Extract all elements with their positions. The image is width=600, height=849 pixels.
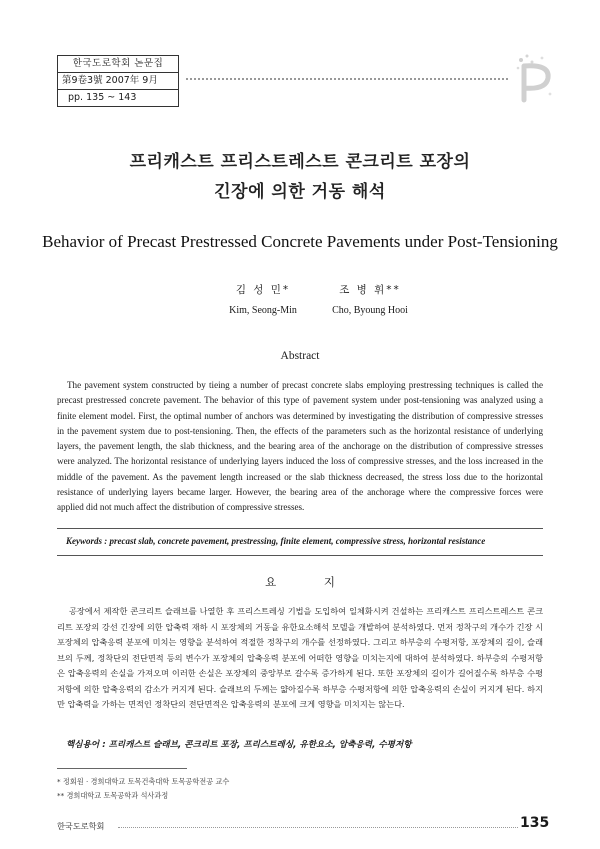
english-title: Behavior of Precast Prestressed Concrete Pavements under Post-Tensioning — [42, 232, 558, 251]
journal-info-box — [57, 55, 179, 107]
footnote-rule — [57, 768, 187, 769]
keywords-top-rule — [57, 528, 543, 529]
author-1-english-name: Kim, Seong-Min — [229, 305, 297, 316]
author-2-korean-name: 조 병 휘** — [339, 284, 401, 296]
korean-summary-body: 공장에서 제작한 콘크리트 슬래브를 나열한 후 프리스트레싱 기법을 도입하여 일체화시켜 건설하는 프리캐스트 프리스트레스트 콘크리트 포장의 강선 긴장에 의한 압축력 재하 시 포장체의 거동을 유한요소해석 모델을 개발하여 분석하였다. 먼저 정착구의 개수가 긴장 시 포장체의 압축응력 분포에 미치는 영향을 분석하여 적절한 정착구의 개수를 선정하였다. 그리고 하부층의 수평저항, 포장체의 길이, 슬래브의 두께, 정착단의 전단면적 등의 변수가 포장체의 압축응력 분포에 어떠한 영향을 미치는지에 대하여 분석하였다. 하부층의 수평저항은 압축응력의 손실을 가져오며 이러한 손실은 포장체의 중앙부로 갈수록 증가하게 된다. 또한 포장체의 길이가 길어질수록 하부층 수평저항에 의한 압축응력의 감소가 커지게 된다. 슬래브의 두께는 얇아질수록 하부층 수평저항에 의한 압축응력의 손실이 커지게 된다. 하지만 압축력을 가하는 면적인 정착단의 전단면적은 압축응력의 분포에 크게 영향을 미치지는 않는다. — [57, 606, 543, 709]
author-1-korean-name: 김 성 민* — [235, 284, 291, 296]
keywords-bottom-rule — [57, 555, 543, 556]
author-1 — [203, 282, 323, 316]
journal-logo-icon — [512, 50, 556, 106]
footer-society-name: 한국도로학회 — [57, 821, 105, 831]
korean-title-line-2: 긴장에 의한 거동 해석 — [214, 182, 386, 202]
author-2 — [310, 282, 430, 316]
page-range: pp. 135 ~ 143 — [68, 92, 137, 103]
korean-title-line-1: 프리캐스트 프리스트레스트 콘크리트 포장의 — [129, 152, 471, 172]
volume-issue: 第9卷3號 2007年 9月 — [58, 73, 178, 90]
footnote-2: ** 경희대학교 토목공학과 석사과정 — [57, 791, 169, 800]
footer-dotted-line — [118, 827, 518, 828]
abstract-body: The pavement system constructed by tieing a number of precast concrete slabs employing prestressing techniques is called the precast prestressed concrete pavement. The behavior of this type of pavement system under post-tensioning was analyzed using a finite element model. First, the optimal number of anchors was determined by investigating the distribution of compressive stresses in the pavement system due to post-tensioning. Then, the effects of the parameters such as the horizontal resistance of underlying layers, the pavement length, the slab thickness, and the bearing area of the anchorage on the distribution of compressive stresses were analyzed. The horizontal resistance of underlying layers induced the loss of compressive stresses, and the loss increased in the middle of the pavement. As the pavement length increased or the slab thickness decreased, the stress loss due to the horizontal resistance of underlying layers became larger. However, the bearing area of the anchorage where the compressive forces were applied did not much affect the distribution of compressive stresses. — [57, 380, 543, 513]
header-dotted-line — [186, 78, 508, 80]
korean-keywords-line: 핵심용어 : 프리캐스트 슬래브, 콘크리트 포장, 프리스트레싱, 유한요소, 압축응력, 수평저항 — [66, 740, 412, 750]
abstract-heading: Abstract — [280, 350, 320, 362]
keywords-line: Keywords : precast slab, concrete pavement, prestressing, finite element, compressive stress, horizontal resistance — [66, 536, 486, 546]
author-2-english-name: Cho, Byoung Hooi — [332, 305, 408, 316]
footnote-1: * 정회원 · 경희대학교 토목건축대학 토목공학전공 교수 — [57, 777, 230, 786]
korean-summary-heading: 요 지 — [265, 575, 357, 589]
footer-page-number: 135 — [520, 815, 550, 831]
journal-name: 한국도로학회 논문집 — [58, 56, 178, 73]
